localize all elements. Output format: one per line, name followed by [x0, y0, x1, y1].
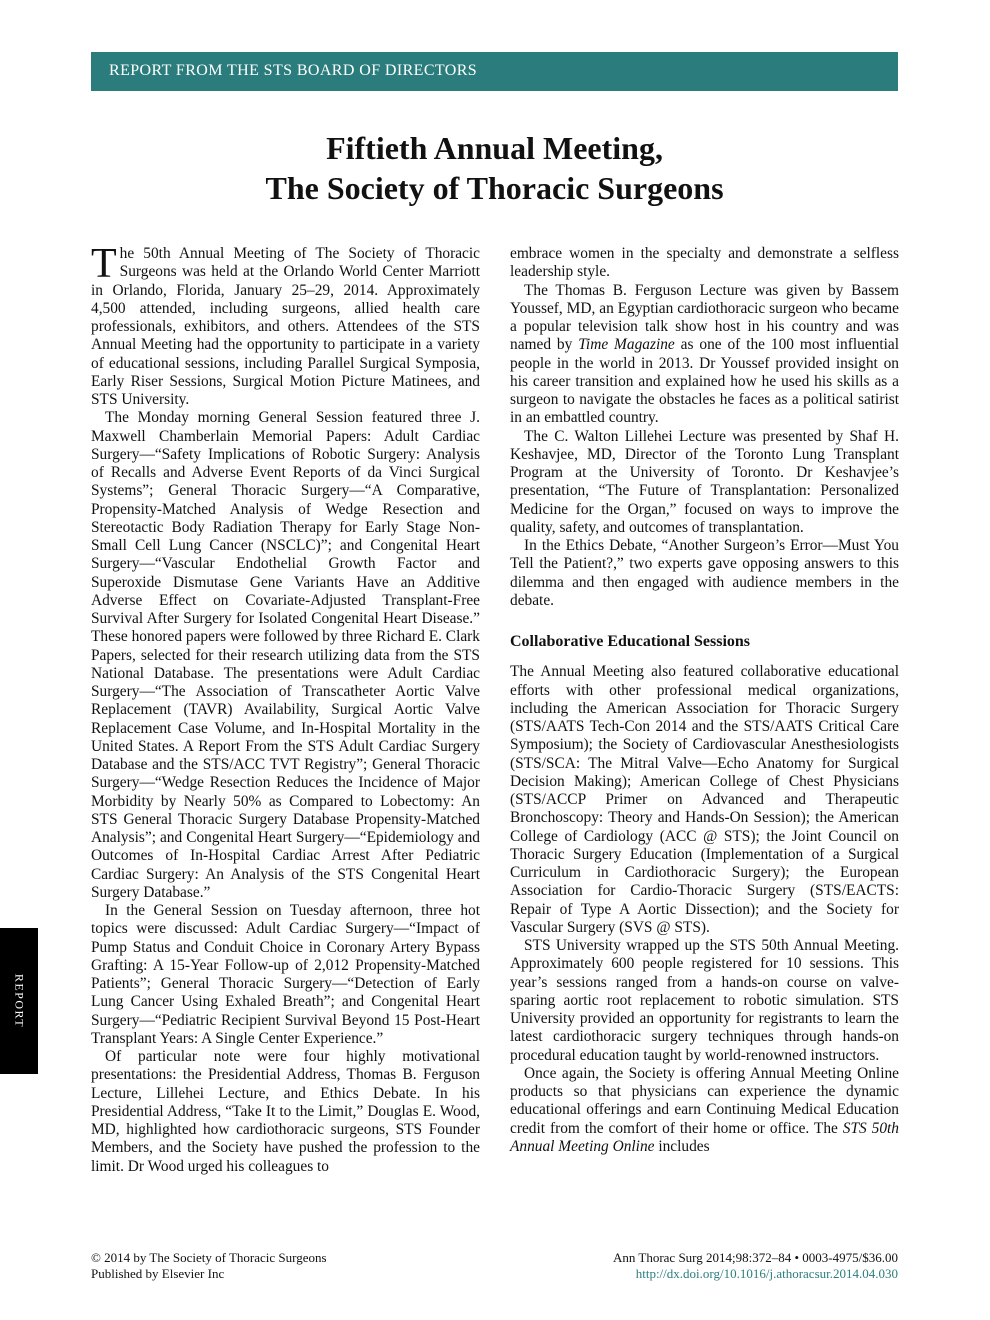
report-banner: [91, 52, 898, 91]
doi-link[interactable]: http://dx.doi.org/10.1016/j.athoracsur.2014.04.030: [635, 1266, 898, 1281]
left-column: [91, 241, 480, 1176]
section-heading: Collaborative Educational Sessions: [510, 633, 751, 650]
footer-right: [613, 1250, 898, 1282]
paragraph-tuesday-session: In the General Session on Tuesday afternoon, three hot topics were discussed: Adult Cardiac Surgery—“Impact of Pump Status and Conduit Choice in Coronary Artery Bypass Grafting: A 15-Year Follow-up of 2,012 Propensity-Matched Patients”; General Thoracic Surgery—“Detection of Early Lung Cancer Using Exhaled Breath”; and Congenital Heart Surgery—“Pediatric Recipient Survival Beyond 15 Post-Heart Transplant Years: A Single Center Experience.”: [91, 902, 480, 1047]
paragraph-online: [510, 1065, 899, 1156]
online-product-title: STS 50th Annual Meeting Online: [510, 1119, 899, 1155]
title-line-2: The Society of Thoracic Surgeons: [265, 170, 724, 206]
paragraph-collaborative: The Annual Meeting also featured collaborative educational efforts with other professional medical organizations, including the American Association for Thoracic Surgery (STS/AATS Tech-Con 2014 and the STS/AATS Critical Care Symposium); the Society of Cardiovascular Anesthesiologists (STS/SCA: The Mitral Valve—Echo Anatomy for Surgical Decision Making); American College of Chest Physicians (STS/ACCP Primer on Advanced and Therapeutic Bronchoscopy: Theory and Hands-On Session); the American College of Cardiology (ACC @ STS); the Joint Council on Thoracic Surgery Education (Implementation of a Surgical Curriculum in Cardiothoracic Surgery); the European Association for Cardio-Thoracic Surgery (STS/EACTS: Repair of Type A Aortic Dissection); and the Society for Vascular Surgery (SVS @ STS).: [510, 663, 899, 936]
citation-line: Ann Thorac Surg 2014;98:372–84 • 0003-4975/$36.00: [612, 1250, 898, 1265]
paragraph-lillehei-lecture: The C. Walton Lillehei Lecture was presented by Shaf H. Keshavjee, MD, Director of the Toronto Lung Transplant Program at the University of Toronto. Dr Keshavjee’s presentation, “The Future of Transplantation: Personalized Medicine for the Organ,” focused on ways to improve the quality, safety, and outcomes of transplantation.: [510, 427, 899, 536]
side-tab-label: REPORT: [12, 973, 27, 1029]
paragraph-sts-university: STS University wrapped up the STS 50th Annual Meeting. Approximately 600 people registered for 10 sessions. This year’s sessions ranged from a hands-on course on valve-sparing aortic root replacement to robotic simulation. STS University provided an opportunity for registrants to learn the latest cardiothoracic surgery techniques through hands-on procedural education taught by world-renowned instructors.: [510, 937, 899, 1064]
paragraph-intro: [91, 241, 480, 409]
banner-label: REPORT FROM THE STS BOARD OF DIRECTORS: [109, 62, 478, 79]
report-side-tab: [0, 928, 38, 1074]
ferguson-text-a: The Thomas B. Ferguson Lecture was given by Bassem Youssef, MD, an Egyptian cardiothoracic surgeon who became a popular television talk show host in his country and was named by: [510, 281, 899, 354]
ferguson-text-b: as one of the 100 most influential people in the world in 2013. Dr Youssef provided insight on his career transition and explained how he used his skills as a surgeon to navigate the obstacles he faces as a political satirist in an embattled country.: [510, 336, 899, 427]
paragraph-ferguson-lecture: [510, 282, 899, 428]
footer-left: [91, 1250, 327, 1282]
paragraph-intro-text: he 50th Annual Meeting of The Society of Thoracic Surgeons was held at the Orlando World Center Marriott in Orlando, Florida, January 25–29, 2014. Approximately 4,500 attended, including surgeons, allied health care professionals, exhibitors, and others. Attendees of the STS Annual Meeting had the opportunity to participate in a variety of educational sessions, including Parallel Surgical Symposia, Early Riser Sessions, Surgical Motion Picture Matinees, and STS University.: [91, 245, 480, 408]
article-title: [91, 128, 898, 208]
right-column: [510, 245, 899, 1156]
drop-cap: T: [91, 241, 117, 287]
publisher-line: Published by Elsevier Inc: [91, 1266, 225, 1281]
paragraph-ethics-debate: In the Ethics Debate, “Another Surgeon’s Error—Must You Tell the Patient?,” two experts gave opposing answers to this dilemma and then engaged with audience members in the debate.: [510, 537, 899, 609]
time-magazine-title: Time Magazine: [578, 336, 675, 354]
copyright-line: © 2014 by The Society of Thoracic Surgeons: [91, 1250, 327, 1265]
paragraph-continued: embrace women in the specialty and demonstrate a selfless leadership style.: [510, 245, 899, 281]
paragraph-presentations: Of particular note were four highly motivational presentations: the Presidential Address, Thomas B. Ferguson Lecture, Lillehei Lecture, and Ethics Debate. In his Presidential Address, “Take It to the Limit,” Douglas E. Wood, MD, highlighted how cardiothoracic surgeons, STS Founder Members, and the Society have pushed the profession to the limit. Dr Wood urged his colleagues to: [91, 1048, 480, 1175]
online-text-a: Once again, the Society is offering Annual Meeting Online products so that physicians can experience the dynamic educational offerings and earn Continuing Medical Education credit from the comfort of their home or office. The: [510, 1064, 899, 1137]
online-text-b: includes: [654, 1137, 710, 1155]
title-line-1: Fiftieth Annual Meeting,: [326, 130, 663, 166]
paragraph-monday-session: The Monday morning General Session featured three J. Maxwell Chamberlain Memorial Papers: Adult Cardiac Surgery—“Safety Implications of Robotic Surgery: Analysis of Recalls and Adverse Event Reports of da Vinci Surgical Systems”; General Thoracic Surgery—“A Comparative, Propensity-Matched Analysis of Wedge Resection and Stereotactic Body Radiation Therapy for Early Stage Non-Small Cell Lung Cancer (NSCLC)”; and Congenital Heart Surgery—“Vascular Endothelial Growth Factor and Superoxide Dismutase Gene Variants Have an Additive Adverse Effect on Covariate-Adjusted Transplant-Free Survival After Surgery for Isolated Congenital Heart Disease.” These honored papers were followed by three Richard E. Clark Papers, selected for their research utilizing data from the STS National Database. The presentations were Adult Cardiac Surgery—“The Association of Transcatheter Aortic Valve Replacement (TAVR) Availability, Surgical Aortic Valve Replacement Case Volume, and In-Hospital Mortality in the United States. A Report From the STS Adult Cardiac Surgery Database and the STS/ACC TVT Registry”; General Thoracic Surgery—“Wedge Resection Reduces the Incidence of Major Morbidity by Nearly 50% as Compared to Lobectomy: An STS General Thoracic Surgery Database Propensity-Matched Analysis”; and Congenital Heart Surgery—“Epidemiology and Outcomes of In-Hospital Cardiac Arrest After Pediatric Cardiac Surgery: An Analysis of the STS Congenital Heart Surgery Database.”: [91, 409, 480, 901]
